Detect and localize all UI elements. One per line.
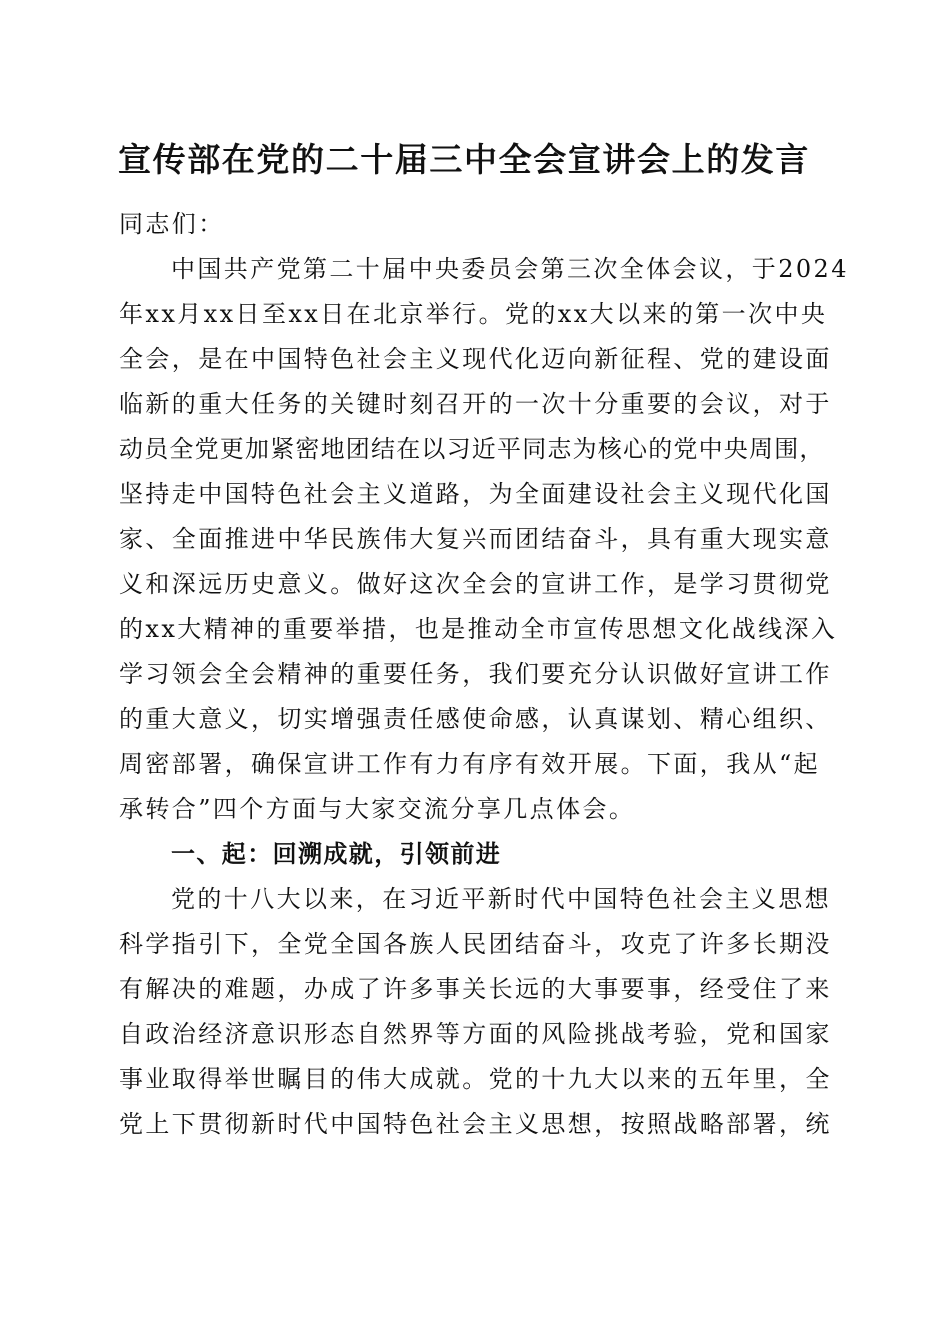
section-heading: 一、起：回溯成就，引领前进 [171, 840, 502, 868]
paragraph-line: 党上下贯彻新时代中国特色社会主义思想，按照战略部署，统 [119, 1110, 832, 1138]
paragraph-line: 自政治经济意识形态自然界等方面的风险挑战考验，党和国家 [119, 1020, 832, 1048]
paragraph-line: 党的十八大以来，在习近平新时代中国特色社会主义思想 [171, 885, 831, 913]
paragraph-line: 义和深远历史意义。做好这次全会的宣讲工作，是学习贯彻党 [119, 570, 832, 598]
paragraph-line: 事业取得举世瞩目的伟大成就。党的十九大以来的五年里，全 [119, 1065, 832, 1093]
paragraph-line: 周密部署，确保宣讲工作有力有序有效开展。下面，我从“起 [119, 750, 821, 778]
paragraph-line: 临新的重大任务的关键时刻召开的一次十分重要的会议，对于 [119, 390, 832, 418]
paragraph-line: 中国共产党第二十届中央委员会第三次全体会议，于2024 [171, 255, 849, 283]
paragraph-line: 的重大意义，切实增强责任感使命感，认真谋划、精心组织、 [119, 705, 832, 733]
document-body [119, 202, 849, 1147]
paragraph-line: 全会，是在中国特色社会主义现代化迈向新征程、党的建设面 [119, 345, 832, 373]
paragraph-line: 有解决的难题，办成了许多事关长远的大事要事，经受住了来 [119, 975, 832, 1003]
paragraph-line: 坚持走中国特色社会主义道路，为全面建设社会主义现代化国 [119, 480, 832, 508]
paragraph-intro [119, 247, 849, 832]
paragraph-section1 [119, 877, 832, 1147]
paragraph-line: 学习领会全会精神的重要任务，我们要充分认识做好宣讲工作 [119, 660, 832, 688]
paragraph-line: 的xx大精神的重要举措，也是推动全市宣传思想文化战线深入 [119, 615, 838, 643]
paragraph-line: 年xx月xx日至xx日在北京举行。党的xx大以来的第一次中央 [119, 300, 828, 328]
paragraph-line: 动员全党更加紧密地团结在以习近平同志为核心的党中央周围， [119, 435, 825, 463]
paragraph-line: 家、全面推进中华民族伟大复兴而团结奋斗，具有重大现实意 [119, 525, 832, 553]
salutation: 同志们： [119, 210, 225, 238]
document-title: 宣传部在党的二十届三中全会宣讲会上的发言 [118, 140, 810, 179]
paragraph-line: 承转合”四个方面与大家交流分享几点体会。 [119, 795, 636, 823]
paragraph-line: 科学指引下，全党全国各族人民团结奋斗，攻克了许多长期没 [119, 930, 832, 958]
